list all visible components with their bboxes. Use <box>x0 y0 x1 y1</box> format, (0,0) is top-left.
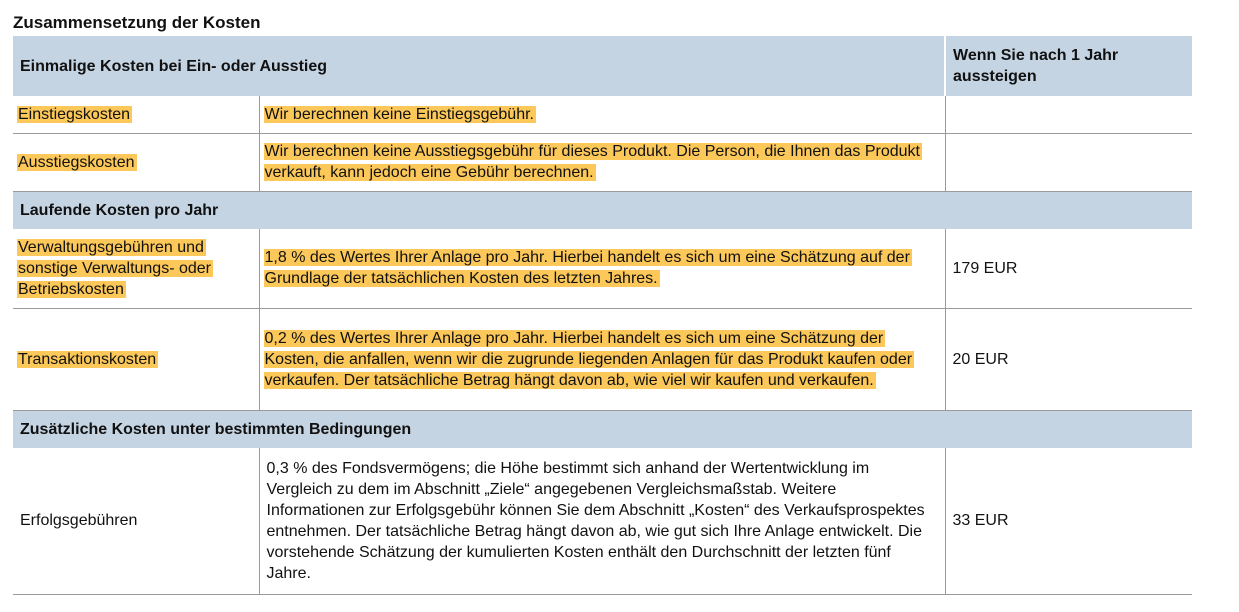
row-description-cell <box>259 229 945 309</box>
row-value: 20 EUR <box>945 309 1192 411</box>
row-description-cell <box>259 96 945 133</box>
header-exit-after-1-year: Wenn Sie nach 1 Jahr aussteigen <box>945 36 1192 96</box>
row-label-cell <box>13 133 259 191</box>
row-description: Wir berechnen keine Ausstiegsgebühr für dieses Produkt. Die Person, die Ihnen das Produkt verkauft, kann jedoch eine Gebühr berechnen. <box>264 143 920 181</box>
row-label: Verwaltungsgebühren und sonstige Verwaltungs- oder Betriebskosten <box>18 238 211 298</box>
row-description-cell <box>259 133 945 191</box>
row-label: Transaktionskosten <box>18 351 157 368</box>
row-label: Ausstiegskosten <box>18 153 135 171</box>
row-label-cell <box>13 309 259 411</box>
row-value: 33 EUR <box>945 448 1192 594</box>
row-value <box>945 96 1192 133</box>
header-one-off-costs: Einmalige Kosten bei Ein- oder Ausstieg <box>13 36 945 96</box>
section-header-running-costs <box>13 191 1192 229</box>
section-title: Laufende Kosten pro Jahr <box>13 191 1192 229</box>
row-label-cell <box>13 229 259 309</box>
table-row <box>13 309 1192 411</box>
table-row <box>13 96 1192 133</box>
cost-composition-table <box>13 36 1192 595</box>
section-title: Zusätzliche Kosten unter bestimmten Bedingungen <box>13 411 1192 449</box>
row-description: 1,8 % des Wertes Ihrer Anlage pro Jahr. Hierbei handelt es sich um eine Schätzung auf der Grundlage der tatsächlichen Kosten des letzten Jahres. <box>264 249 910 288</box>
row-label: Einstiegskosten <box>18 105 131 123</box>
row-description: 0,3 % des Fondsvermögens; die Höhe bestimmt sich anhand der Wertentwicklung im Vergleich zu dem im Abschnitt „Ziele“ angegebenen Vergleichsmaßstab. Weitere Informationen zur Erfolgsgebühr können Sie dem Abschnitt „Kosten“ des Verkaufsprospektes entnehmen. Der tatsächliche Betrag hängt davon ab, wie gut sich Ihre Anlage entwickelt. Die vorstehende Schätzung der kumulierten Kosten enthält den Durchschnitt der letzten fünf Jahre. <box>259 448 945 594</box>
row-description: 0,2 % des Wertes Ihrer Anlage pro Jahr. Hierbei handelt es sich um eine Schätzung der Kosten, die anfallen, wenn wir die zugrunde liegenden Anlagen für das Produkt kaufen oder verkaufen. Der tatsächliche Betrag hängt davon ab, wie viel wir kaufen und verkaufen. <box>264 330 913 389</box>
row-value <box>945 133 1192 191</box>
table-row <box>13 133 1192 191</box>
document-title: Zusammensetzung der Kosten <box>13 13 261 32</box>
table-header-row <box>13 36 1192 96</box>
table-row <box>13 229 1192 309</box>
row-label-cell <box>13 96 259 133</box>
row-description: Wir berechnen keine Einstiegsgebühr. <box>264 105 534 123</box>
section-header-additional-costs <box>13 411 1192 449</box>
row-label: Erfolgsgebühren <box>13 448 259 594</box>
table-row <box>13 448 1192 594</box>
row-value: 179 EUR <box>945 229 1192 309</box>
row-description-cell <box>259 309 945 411</box>
